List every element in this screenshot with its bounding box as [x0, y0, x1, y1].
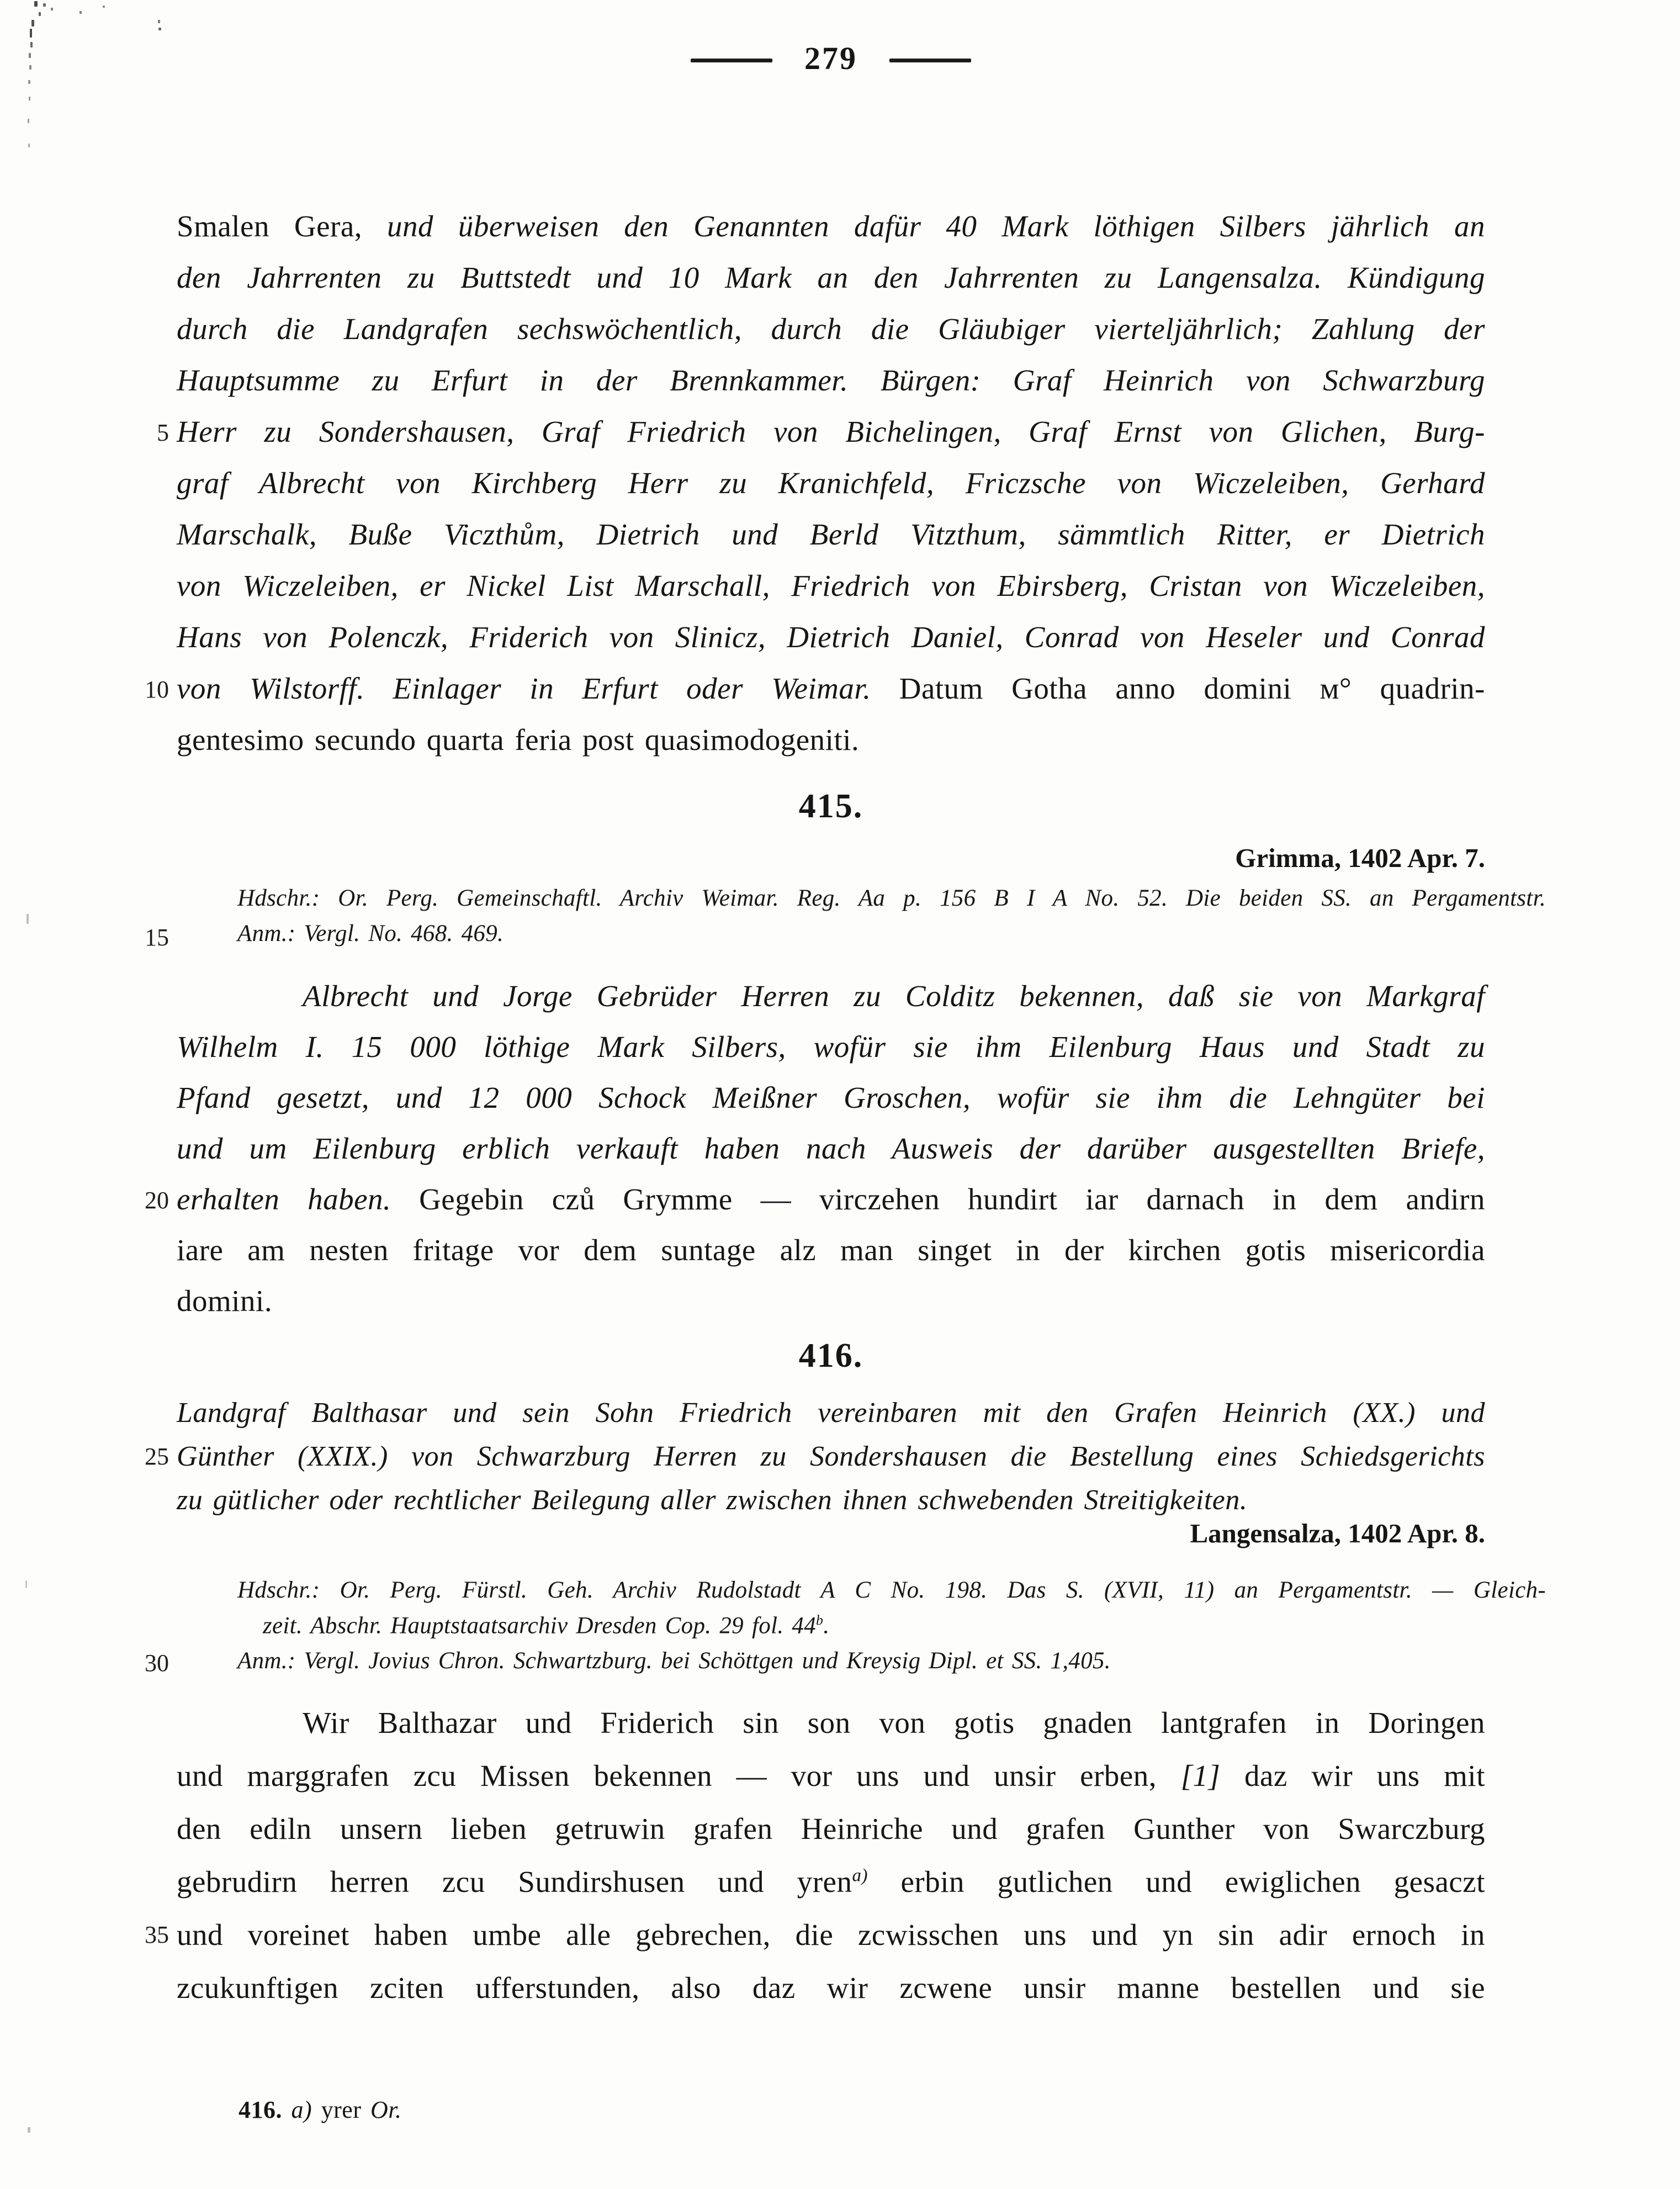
- text-line: [177, 1396, 1485, 1440]
- text-line: [177, 1811, 1485, 1864]
- entry-416-body: [177, 1705, 1485, 2023]
- text-segment: Hans von Polenczk, Friderich von Slinicz, Dietrich Daniel, Conrad von Heseler und Conrad: [177, 620, 1485, 654]
- text-segment: und marggrafen zcu Missen bekennen — vor uns und unsir erben,: [177, 1759, 1181, 1793]
- text-segment: und voreinet haben umbe alle gebrechen, die zcwisschen uns und yn sin adir ernoch in: [177, 1918, 1485, 1952]
- header-rule-left-icon: [691, 59, 772, 62]
- margin-line-number-25: 25: [145, 1443, 169, 1470]
- text-segment: Hdschr.: Or. Perg. Gemeinschaftl. Archiv Weimar. Reg. Aa p. 156 B I A No. 52. Die beiden SS. an Pergamentstr.: [237, 885, 1546, 911]
- margin-line-number-20: 20: [145, 1187, 169, 1214]
- previous-entry-continuation: [177, 209, 1485, 774]
- text-segment: Smalen Gera,: [177, 209, 363, 243]
- text-segment: domini.: [177, 1284, 273, 1318]
- text-line: [177, 363, 1485, 414]
- text-segment: iare am nesten fritage vor dem suntage alz man singet in der kirchen gotis misericordia: [177, 1233, 1485, 1267]
- text-line: [177, 260, 1485, 311]
- page-number: 279: [804, 40, 857, 76]
- header-rule-right-icon: [889, 59, 971, 62]
- margin-line-number-30: 30: [145, 1649, 169, 1677]
- text-line: [177, 209, 1485, 260]
- text-line: [177, 1080, 1485, 1131]
- text-segment: zcukunftigen zciten ufferstunden, also daz wir zcwene unsir manne bestellen und sie: [177, 1971, 1485, 2005]
- text-segment: Anm.: Vergl. No. 468. 469.: [237, 921, 504, 947]
- text-segment: a): [852, 1865, 868, 1886]
- text-line: [177, 1705, 1485, 1758]
- text-segment: Pfand gesetzt, und 12 000 Schock Meißner Groschen, wofür sie ihm die Lehngüter bei: [177, 1081, 1485, 1114]
- text-segment: Hauptsumme zu Erfurt in der Brennkammer. Bürgen: Graf Heinrich von Schwarzburg: [177, 363, 1485, 397]
- text-segment: gentesimo secundo quarta feria post quasimodogeniti.: [177, 723, 860, 757]
- text-line: [177, 1182, 1485, 1233]
- margin-line-number-5: 5: [157, 419, 169, 446]
- text-segment: Landgraf Balthasar und sein Sohn Friedrich vereinbaren mit den Grafen Heinrich (XX.) und: [177, 1397, 1485, 1429]
- text-line: [177, 1970, 1485, 2023]
- text-segment: und überweisen den Genannten dafür 40 Mark löthigen Silbers jährlich an: [362, 209, 1485, 243]
- entry-416-source-notes: [177, 1577, 1546, 1683]
- text-line: [177, 979, 1485, 1029]
- margin-line-number-10: 10: [145, 676, 169, 703]
- entry-416-dateline: Langensalza, 1402 Apr. 8.: [1190, 1518, 1485, 1548]
- text-segment: Marschalk, Buße Viczthům, Dietrich und Berld Vitzthum, sämmtlich Ritter, er Dietrich: [177, 517, 1485, 551]
- text-segment: gebrudirn herren zcu Sundirshusen und yren: [177, 1865, 852, 1899]
- entry-415-dateline: Grimma, 1402 Apr. 7.: [1235, 843, 1485, 873]
- text-segment: Wilhelm I. 15 000 löthige Mark Silbers, wofür sie ihm Eilenburg Haus und Stadt zu: [177, 1030, 1485, 1064]
- text-line: [239, 2096, 1547, 2129]
- text-line: [177, 620, 1485, 671]
- text-segment: erbin gutlichen und ewiglichen gesaczt: [867, 1865, 1485, 1899]
- text-line: [177, 466, 1485, 517]
- text-line: [177, 1283, 1485, 1334]
- text-segment: Or.: [370, 2096, 402, 2123]
- text-segment: von Wilstorff. Einlager in Erfurt oder Weimar.: [177, 671, 871, 705]
- margin-line-number-35: 35: [145, 1921, 169, 1948]
- text-segment: Günther (XXIX.) von Schwarzburg Herren zu Sondershausen die Bestellung eines Schiedsgerichts: [177, 1441, 1485, 1472]
- page-header: [177, 40, 1485, 77]
- entry-415-source-notes: [177, 885, 1546, 955]
- margin-line-number-15: 15: [145, 924, 169, 951]
- text-segment: a): [282, 2096, 321, 2123]
- text-segment: Wir Balthazar und Friderich sin son von gotis gnaden lantgrafen in Doringen: [303, 1706, 1485, 1739]
- text-line: [177, 1864, 1485, 1917]
- entry-415-number: 415.: [798, 787, 863, 825]
- text-segment: b: [816, 1612, 824, 1628]
- text-line: [177, 1131, 1485, 1182]
- text-line: [177, 671, 1485, 722]
- text-segment: 416.: [239, 2096, 282, 2123]
- text-segment: [1]: [1180, 1759, 1221, 1793]
- text-segment: zeit. Abschr. Hauptstaatsarchiv Dresden Cop. 29 fol. 44: [263, 1612, 817, 1639]
- text-segment: von Wiczeleiben, er Nickel List Marschall, Friedrich von Ebirsberg, Cristan von Wiczeleiben,: [177, 569, 1485, 602]
- text-line: [177, 1233, 1485, 1283]
- text-line: [237, 1647, 1546, 1683]
- text-line: [177, 568, 1485, 620]
- text-segment: Herr zu Sondershausen, Graf Friedrich von Bichelingen, Graf Ernst von Glichen, Burg-: [177, 415, 1485, 448]
- entry-416-regest: [177, 1396, 1485, 1527]
- text-line: [177, 1440, 1485, 1483]
- text-line: [177, 722, 1485, 774]
- text-segment: den Jahrrenten zu Buttstedt und 10 Mark an den Jahrrenten zu Langensalza. Kündigung: [177, 261, 1485, 294]
- footnote-416: [177, 2096, 1547, 2129]
- text-line: [177, 1758, 1485, 1811]
- text-segment: Datum Gotha anno domini ᴍ° quadrin-: [871, 671, 1485, 705]
- text-segment: .: [823, 1612, 830, 1639]
- text-line: [177, 414, 1485, 466]
- text-line: [177, 1917, 1485, 1970]
- text-segment: Anm.: Vergl. Jovius Chron. Schwartzburg. bei Schöttgen und Kreysig Dipl. et SS. 1,405.: [237, 1648, 1111, 1674]
- text-segment: zu gütlicher oder rechtlicher Beilegung aller zwischen ihnen schwebenden Streitigkeiten.: [177, 1484, 1248, 1516]
- text-line: [237, 885, 1546, 920]
- text-segment: Gegebin czů Grymme — virczehen hundirt iar darnach in dem andirn: [391, 1182, 1485, 1216]
- text-segment: den ediln unsern lieben getruwin grafen Heinriche und grafen Gunther von Swarczburg: [177, 1812, 1485, 1846]
- text-line: [237, 920, 1546, 955]
- text-segment: graf Albrecht von Kirchberg Herr zu Kranichfeld, Friczsche von Wiczeleiben, Gerhard: [177, 466, 1485, 500]
- text-segment: durch die Landgrafen sechswöchentlich, durch die Gläubiger vierteljährlich; Zahlung der: [177, 312, 1485, 346]
- entry-415-body: [177, 979, 1485, 1334]
- text-segment: daz wir uns mit: [1220, 1759, 1485, 1793]
- text-line: [177, 311, 1485, 363]
- text-line: [177, 517, 1485, 568]
- text-segment: Albrecht und Jorge Gebrüder Herren zu Colditz bekennen, daß sie von Markgraf: [303, 979, 1485, 1013]
- text-segment: yrer: [321, 2096, 370, 2123]
- text-segment: erhalten haben.: [177, 1182, 391, 1216]
- text-segment: und um Eilenburg erblich verkauft haben nach Ausweis der darüber ausgestellten Briefe,: [177, 1131, 1485, 1165]
- text-line: [237, 1577, 1546, 1612]
- entry-416-number: 416.: [798, 1337, 863, 1374]
- text-line: [177, 1029, 1485, 1080]
- text-line: [237, 1612, 1546, 1647]
- text-segment: Hdschr.: Or. Perg. Fürstl. Geh. Archiv Rudolstadt A C No. 198. Das S. (XVII, 11) an Pergamentstr. — Gleich-: [237, 1577, 1546, 1603]
